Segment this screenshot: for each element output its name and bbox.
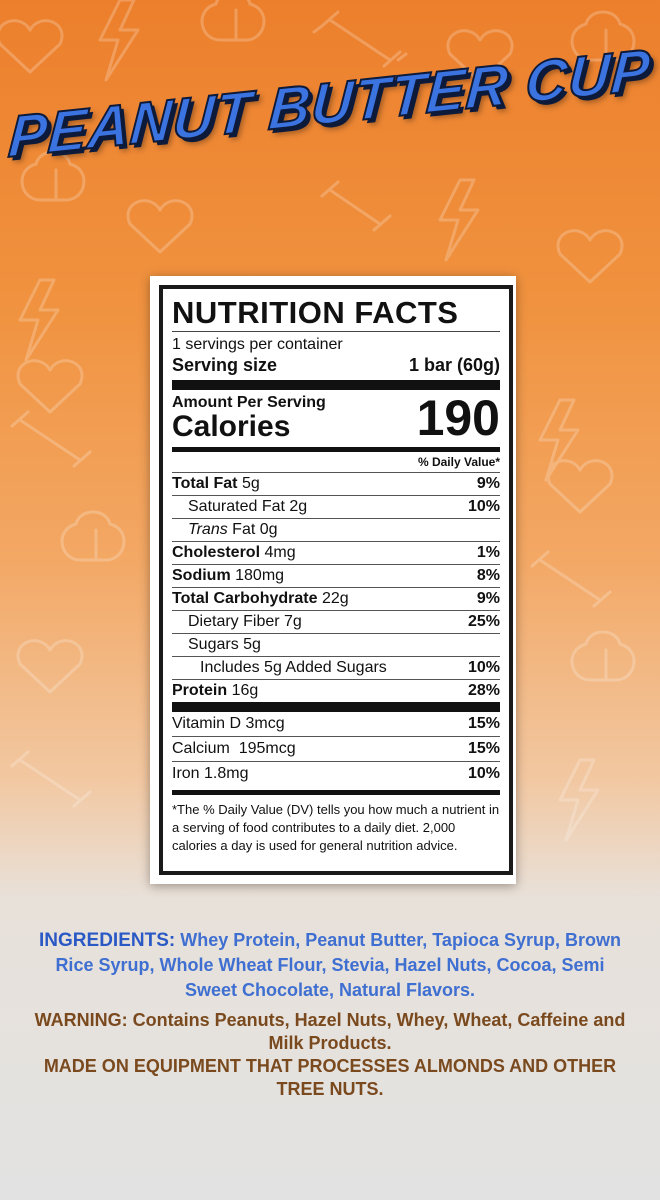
- nutrient-name: Protein: [172, 682, 228, 699]
- nutrient-row-trans-fat: [172, 518, 500, 541]
- nutrition-facts-heading: NUTRITION FACTS: [172, 295, 459, 330]
- ingredients-section: [30, 928, 630, 1003]
- heart-icon: [0, 21, 62, 72]
- vitamin-amount: 3mcg: [245, 715, 285, 732]
- dumbbell-icon: [532, 552, 610, 606]
- nutrient-name: Includes 5g Added Sugars: [200, 659, 387, 676]
- nutrient-row-saturated-fat: [172, 495, 500, 518]
- vitamin-row-iron: [172, 761, 500, 786]
- nutrient-dv: 10%: [467, 659, 500, 676]
- vitamin-amount: 1.8mg: [204, 765, 249, 782]
- product-title: [0, 36, 660, 171]
- nutrient-amount: 16g: [231, 682, 259, 699]
- vitamin-name: Vitamin D: [172, 715, 242, 732]
- nutrient-amount: Fat 0g: [232, 521, 278, 538]
- serving-size-value: 1 bar (60g): [408, 355, 500, 375]
- nutrient-dv: 9%: [476, 475, 500, 492]
- daily-value-header: % Daily Value*: [417, 455, 500, 469]
- calories-value: 190: [416, 390, 500, 446]
- ingredients-text: Whey Protein, Peanut Butter, Tapioca Syrup, Brown Rice Syrup, Whole Wheat Flour, Stevia, Hazel Nuts, Cocoa, Semi Sweet Chocolate, Natural Flavors.: [55, 930, 621, 1000]
- nutrient-row-total-carbohydrate: [172, 587, 500, 610]
- product-title-text: PEANUT BUTTER CUP: [6, 36, 654, 171]
- vitamin-list: [172, 712, 500, 786]
- nutrient-row-added-sugars: [172, 656, 500, 679]
- nutrient-name: Total Carbohydrate: [172, 590, 318, 607]
- brain-icon: [62, 512, 124, 560]
- lightning-icon: [560, 760, 598, 840]
- nutrient-amount: 2g: [289, 498, 308, 515]
- heart-icon: [18, 361, 82, 412]
- thick-divider: [172, 380, 500, 390]
- medium-divider: [172, 790, 500, 795]
- vitamin-amount: 195mcg: [238, 740, 296, 757]
- warning-line-2: MADE ON EQUIPMENT THAT PROCESSES ALMONDS AND OTHER TREE NUTS.: [43, 1056, 617, 1099]
- lightning-icon: [440, 180, 478, 260]
- nutrient-dv: 28%: [467, 682, 500, 699]
- vitamin-dv: 10%: [467, 765, 500, 782]
- calories-block: [172, 390, 500, 446]
- nutrient-row-cholesterol: [172, 541, 500, 564]
- nutrient-amount: 4mg: [264, 544, 296, 561]
- nutrient-name: Total Fat: [172, 475, 238, 492]
- nutrient-row-dietary-fiber: [172, 610, 500, 633]
- heart-icon: [548, 461, 612, 512]
- serving-size-row: [172, 354, 500, 376]
- ingredients-label: INGREDIENTS:: [39, 930, 176, 951]
- nutrient-name: Saturated Fat: [188, 498, 285, 515]
- brain-icon: [572, 632, 634, 680]
- thick-divider: [172, 702, 500, 712]
- nutrient-amount: 7g: [284, 613, 302, 630]
- brain-icon: [202, 0, 264, 40]
- servings-per-container: 1 servings per container: [172, 336, 343, 353]
- nutrient-list: [172, 472, 500, 702]
- amount-per-serving-label: Amount Per Serving: [172, 394, 326, 411]
- nutrient-amount: 180mg: [235, 567, 285, 584]
- lightning-icon: [100, 0, 138, 80]
- nutrient-dv: 8%: [476, 567, 500, 584]
- serving-size-label: Serving size: [172, 355, 278, 375]
- nutrition-facts-panel: [150, 276, 516, 884]
- nutrition-facts-label: [159, 285, 513, 875]
- vitamin-name: Calcium: [172, 740, 230, 757]
- nutrient-name: Sodium: [172, 567, 231, 584]
- vitamin-row-calcium: [172, 736, 500, 761]
- nutrient-row-total-fat: [172, 472, 500, 495]
- vitamin-dv: 15%: [467, 715, 500, 732]
- vitamin-row-vitamin-d: [172, 712, 500, 736]
- nutrient-name: Cholesterol: [172, 544, 261, 561]
- nutrient-name: Trans: [188, 521, 228, 538]
- vitamin-dv: 15%: [467, 740, 500, 757]
- calories-label: Calories: [172, 410, 291, 443]
- vitamin-name: Iron: [172, 765, 200, 782]
- nutrient-amount: 5g: [241, 475, 260, 492]
- nutrient-dv: 9%: [476, 590, 500, 607]
- heart-icon: [18, 641, 82, 692]
- dumbbell-icon: [322, 182, 390, 230]
- nutrient-dv: 25%: [467, 613, 500, 630]
- nutrient-row-sodium: [172, 564, 500, 587]
- nutrient-name: Sugars: [188, 636, 239, 653]
- dumbbell-icon: [314, 12, 406, 66]
- lightning-icon: [20, 280, 58, 360]
- heart-icon: [558, 231, 622, 282]
- divider: [172, 331, 500, 332]
- heart-icon: [128, 201, 192, 252]
- nutrient-dv: 10%: [467, 498, 500, 515]
- lightning-icon: [540, 400, 578, 480]
- nutrient-row-protein: [172, 679, 500, 702]
- nutrient-row-sugars: [172, 633, 500, 656]
- nutrient-name: Dietary Fiber: [188, 613, 280, 630]
- daily-value-footnote: *The % Daily Value (DV) tells you how much a nutrient in a serving of food contributes to a daily diet. 2,000 calories a day is used for general nutrition advice.: [172, 802, 500, 853]
- nutrient-amount: 5g: [243, 636, 261, 653]
- allergen-warning: [30, 1009, 630, 1101]
- warning-line-1: WARNING: Contains Peanuts, Hazel Nuts, Whey, Wheat, Caffeine and Milk Products.: [34, 1010, 626, 1053]
- nutrient-dv: 1%: [476, 544, 500, 561]
- dumbbell-icon: [12, 752, 90, 806]
- dumbbell-icon: [12, 412, 90, 466]
- nutrient-amount: 22g: [321, 590, 349, 607]
